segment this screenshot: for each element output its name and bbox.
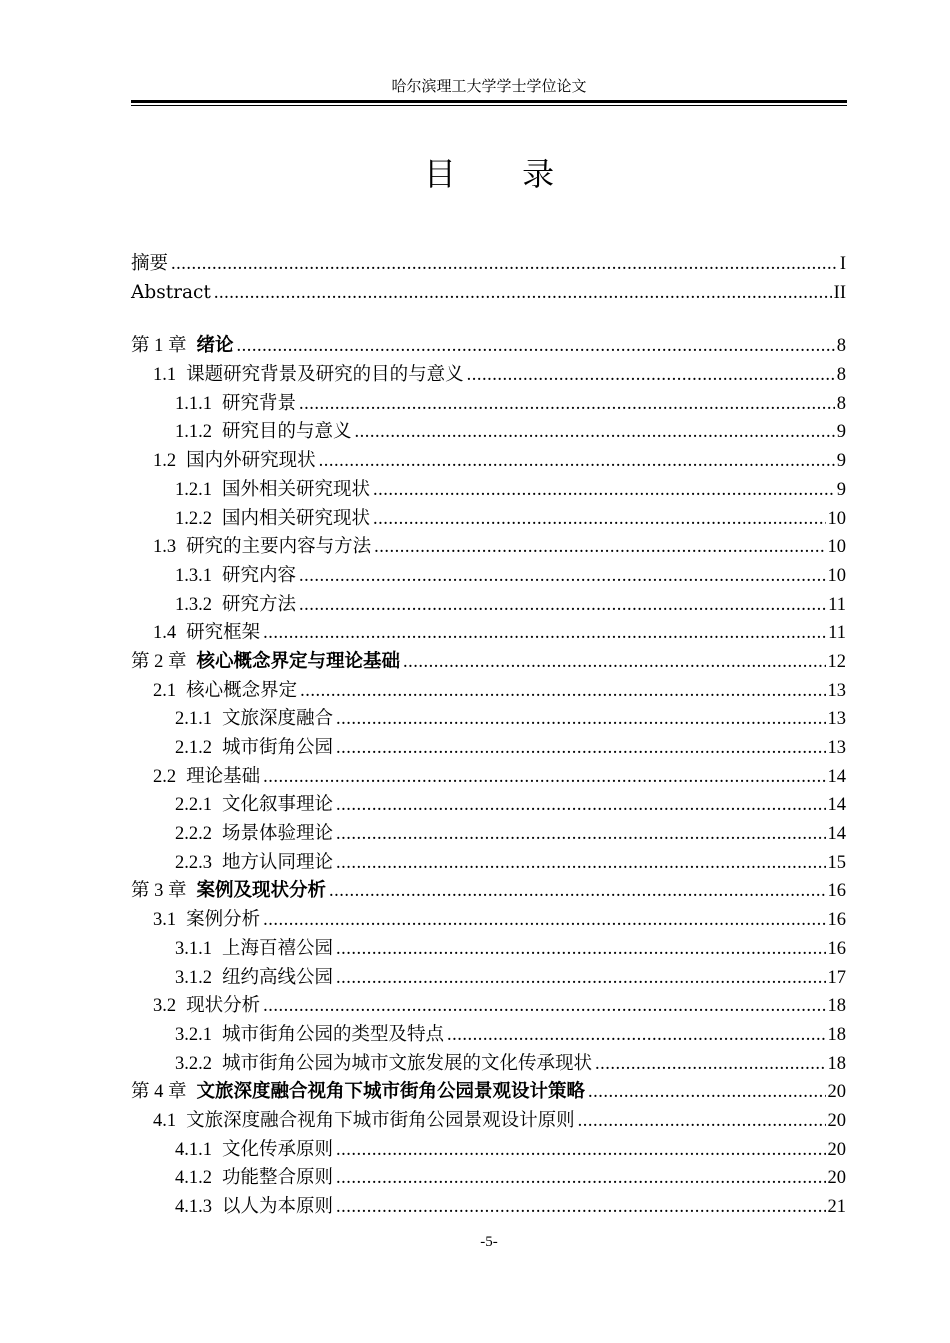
toc-entry-number: 4.1 [153, 1110, 177, 1131]
toc-leader-dots [336, 1193, 825, 1222]
toc-entry[interactable] [131, 1078, 846, 1107]
toc-entry-number: 1.2.2 [175, 508, 212, 529]
toc-entry[interactable] [131, 648, 846, 677]
toc-leader-dots [263, 619, 826, 648]
header-rule-thin [131, 105, 847, 106]
toc-leader-dots [329, 877, 825, 906]
toc-entry-number: 1.1.1 [175, 393, 212, 414]
toc-entry-label: 研究框架 [186, 622, 261, 644]
toc-entry-number: 3.1 [153, 910, 177, 931]
toc-entry-page: 9 [836, 422, 846, 443]
toc-entry-label: 上海百禧公园 [222, 937, 334, 959]
toc-entry-number: 2.2.3 [175, 852, 212, 873]
toc-leader-dots [300, 677, 825, 706]
toc-entry-page: 18 [827, 996, 846, 1017]
toc-leader-dots [355, 418, 835, 447]
toc-entry[interactable] [131, 332, 846, 361]
toc-entry[interactable] [131, 791, 846, 820]
toc-entry[interactable] [131, 1193, 846, 1222]
toc-entry[interactable] [131, 250, 846, 279]
toc-entry-number: 1.1 [153, 365, 177, 386]
toc-entry-number: 第 1 章 [131, 336, 187, 357]
toc-entry-number: 第 4 章 [131, 1082, 187, 1103]
toc-entry-page: 11 [828, 623, 846, 644]
toc-leader-dots [171, 250, 838, 279]
toc-entry[interactable] [131, 619, 846, 648]
running-header: 哈尔滨理工大学学士学位论文 [391, 77, 587, 95]
toc-entry-page: 14 [827, 824, 846, 845]
toc-entry[interactable] [131, 361, 846, 390]
toc-entry[interactable] [131, 906, 846, 935]
toc-entry-page: 13 [827, 680, 846, 701]
toc-entry-number: 2.1.2 [175, 738, 212, 758]
toc-leader-dots [336, 705, 825, 734]
toc-entry-label: 案例分析 [186, 909, 261, 931]
toc-leader-dots [336, 734, 825, 763]
toc-entry-label: 文化传承原则 [222, 1138, 334, 1160]
toc-leader-dots [336, 1136, 825, 1165]
toc-entry-page: 14 [827, 795, 846, 816]
toc-leader-dots [374, 533, 825, 562]
toc-entry[interactable] [131, 1107, 846, 1136]
toc-entry-page: 8 [836, 336, 846, 357]
toc-leader-dots [578, 1107, 826, 1136]
toc-entry[interactable] [131, 992, 846, 1021]
table-of-contents [131, 250, 846, 1222]
toc-entry-label: 现状分析 [186, 995, 261, 1017]
toc-entry-label: 场景体验理论 [222, 823, 334, 845]
toc-leader-dots [299, 591, 826, 620]
toc-entry-page: 10 [827, 508, 846, 529]
toc-entry-label: 国外相关研究现状 [222, 478, 371, 500]
toc-entry-number: 1.1.2 [175, 422, 212, 443]
toc-entry-label: 以人为本原则 [222, 1196, 334, 1217]
toc-entry-label: 城市街角公园的类型及特点 [222, 1023, 445, 1045]
toc-leader-dots [373, 476, 835, 505]
toc-leader-dots [403, 648, 825, 677]
toc-entry-number: 2.2 [153, 766, 177, 787]
toc-entry-page: 13 [827, 709, 846, 730]
toc-entry-page: 16 [827, 910, 846, 931]
toc-entry[interactable] [131, 1164, 846, 1193]
toc-entry-number: 2.2.2 [175, 824, 212, 845]
toc-leader-dots [263, 992, 825, 1021]
toc-entry-label: 文旅深度融合 [222, 708, 334, 730]
toc-entry-number: 4.1.2 [175, 1168, 212, 1189]
toc-leader-dots [319, 447, 835, 476]
toc-entry[interactable] [131, 1136, 846, 1165]
toc-entry-page: 9 [836, 451, 846, 472]
toc-entry[interactable] [131, 935, 846, 964]
toc-entry[interactable] [131, 447, 846, 476]
toc-entry-number: 2.1 [153, 680, 177, 701]
toc-entry-label: 绪论 [196, 335, 234, 357]
toc-entry-label: 核心概念界定 [186, 679, 298, 701]
toc-entry-number: 2.2.1 [175, 795, 212, 816]
toc-leader-dots [263, 763, 825, 792]
toc-entry-page: 20 [827, 1082, 846, 1103]
toc-entry-label: Abstract [131, 281, 211, 303]
toc-entry-page: 13 [827, 738, 846, 758]
toc-leader-dots [237, 332, 835, 361]
toc-entry-label: 研究方法 [222, 593, 297, 615]
toc-entry-label: 国内外研究现状 [186, 450, 316, 472]
toc-entry-page: 11 [828, 594, 846, 615]
toc-leader-dots [373, 505, 825, 534]
toc-entry-label: 案例及现状分析 [196, 880, 327, 902]
toc-leader-dots [336, 820, 825, 849]
toc-leader-dots [447, 1021, 825, 1050]
toc-leader-dots [263, 906, 825, 935]
header-rule-thick [131, 100, 847, 103]
toc-entry-number: 1.2 [153, 451, 177, 472]
toc-entry[interactable] [131, 763, 846, 792]
toc-entry-page: I [839, 254, 846, 274]
toc-entry-number: 1.3 [153, 537, 177, 558]
toc-entry-page: 8 [836, 365, 846, 386]
toc-entry-label: 城市街角公园为城市文旅发展的文化传承现状 [222, 1052, 593, 1074]
toc-entry-number: 1.3.2 [175, 594, 212, 615]
toc-entry[interactable] [131, 418, 846, 447]
toc-entry-number: 第 3 章 [131, 881, 187, 902]
toc-entry[interactable] [131, 705, 846, 734]
toc-entry-label: 课题研究背景及研究的目的与意义 [186, 364, 464, 386]
toc-entry[interactable] [131, 1050, 846, 1079]
toc-entry[interactable] [131, 849, 846, 878]
toc-entry-label: 研究内容 [222, 564, 297, 586]
toc-leader-dots [588, 1078, 825, 1107]
toc-entry-page: 20 [827, 1110, 846, 1131]
toc-entry-number: 3.1.1 [175, 938, 212, 959]
toc-entry-page: 16 [827, 938, 846, 959]
toc-entry-number: 第 2 章 [131, 651, 187, 672]
toc-entry-number: 1.2.1 [175, 479, 212, 500]
toc-entry-number: 2.1.1 [175, 709, 212, 730]
toc-entry-label: 国内相关研究现状 [222, 507, 371, 529]
toc-entry-number: 1.4 [153, 623, 177, 644]
toc-entry-label: 文化叙事理论 [222, 794, 334, 816]
toc-entry[interactable] [131, 476, 846, 505]
toc-entry[interactable] [131, 533, 846, 562]
toc-leader-dots [299, 562, 825, 591]
toc-leader-dots [299, 390, 835, 419]
toc-entry[interactable] [131, 1021, 846, 1050]
page-number: -5- [480, 1234, 498, 1250]
toc-leader-dots [336, 791, 825, 820]
toc-entry-page: 20 [827, 1168, 846, 1189]
toc-entry-page: 15 [827, 852, 846, 873]
toc-entry-label: 城市街角公园 [222, 737, 334, 758]
toc-entry[interactable] [131, 734, 846, 763]
toc-entry[interactable] [131, 964, 846, 993]
toc-entry-page: 18 [827, 1053, 846, 1074]
toc-entry-number: 3.1.2 [175, 967, 212, 988]
toc-entry-number: 1.3.1 [175, 565, 212, 586]
toc-entry-page: 14 [827, 766, 846, 787]
toc-entry[interactable] [131, 390, 846, 419]
toc-entry-label: 理论基础 [186, 765, 261, 787]
toc-leader-dots [336, 935, 825, 964]
toc-entry-label: 纽约高线公园 [222, 966, 334, 988]
toc-entry-label: 核心概念界定与理论基础 [196, 650, 401, 672]
toc-leader-dots [336, 964, 825, 993]
toc-entry[interactable] [131, 562, 846, 591]
toc-entry-page: 16 [827, 881, 846, 902]
toc-entry-label: 研究目的与意义 [222, 421, 352, 443]
toc-entry-page: 9 [836, 479, 846, 500]
toc-entry-label: 文旅深度融合视角下城市街角公园景观设计策略 [196, 1081, 586, 1103]
toc-leader-dots [467, 361, 835, 390]
toc-entry[interactable] [131, 877, 846, 906]
toc-entry-label: 研究背景 [222, 392, 297, 414]
toc-entry-number: 4.1.3 [175, 1197, 212, 1217]
toc-entry-page: II [833, 282, 846, 303]
toc-entry-page: 18 [827, 1024, 846, 1045]
toc-entry[interactable] [131, 505, 846, 534]
toc-entry[interactable] [131, 591, 846, 620]
toc-entry-number: 3.2.1 [175, 1024, 212, 1045]
toc-entry[interactable] [131, 279, 846, 308]
toc-leader-dots [595, 1050, 825, 1079]
toc-entry-page: 10 [827, 537, 846, 558]
toc-entry-number: 3.2 [153, 996, 177, 1017]
toc-entry-page: 8 [836, 393, 846, 414]
toc-leader-dots [214, 279, 832, 308]
toc-entry-page: 20 [827, 1139, 846, 1160]
toc-entry[interactable] [131, 677, 846, 706]
toc-entry-label: 地方认同理论 [222, 851, 334, 873]
toc-entry-label: 功能整合原则 [222, 1167, 334, 1189]
toc-entry-page: 21 [827, 1197, 846, 1217]
toc-entry-page: 17 [827, 967, 846, 988]
toc-entry-label: 研究的主要内容与方法 [186, 536, 372, 558]
toc-entry-page: 12 [827, 651, 846, 672]
toc-leader-dots [336, 1164, 825, 1193]
page-title: 目 录 [423, 155, 583, 193]
toc-entry[interactable] [131, 820, 846, 849]
toc-entry-number: 4.1.1 [175, 1139, 212, 1160]
toc-entry-label: 文旅深度融合视角下城市街角公园景观设计原则 [186, 1109, 575, 1131]
toc-entry-label: 摘要 [131, 253, 169, 274]
toc-leader-dots [336, 849, 825, 878]
toc-entry-page: 10 [827, 565, 846, 586]
toc-entry-number: 3.2.2 [175, 1053, 212, 1074]
